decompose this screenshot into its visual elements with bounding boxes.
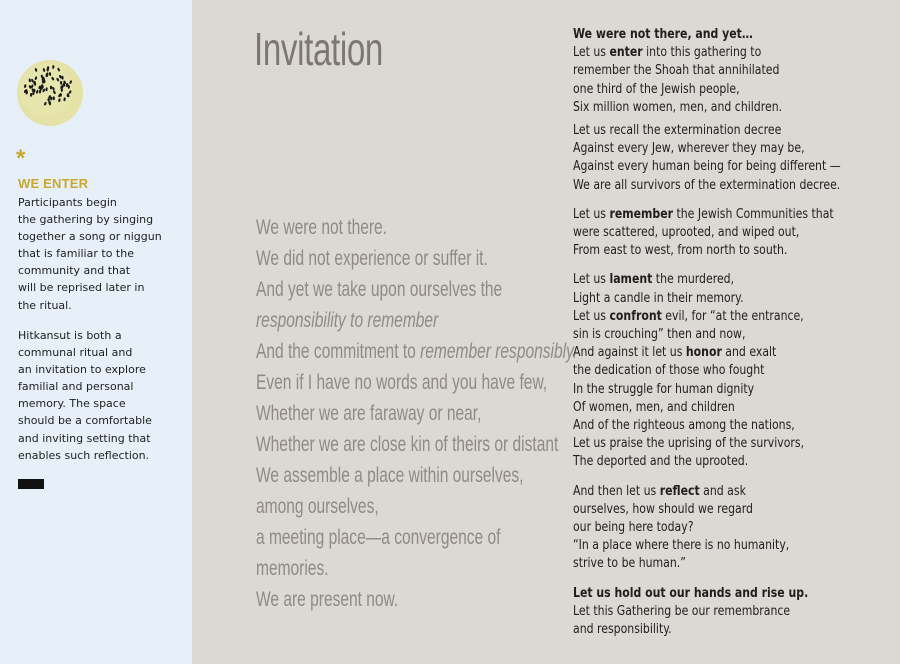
we-enter-heading: WE ENTER: [18, 176, 89, 191]
poem-line: [256, 336, 577, 367]
text-line: one third of the Jewish people,: [573, 81, 740, 97]
text-line: In the struggle for human dignity: [573, 381, 755, 397]
text-line: [573, 44, 842, 62]
sidebar-text-line: memory. The space: [18, 397, 126, 411]
text: And then let us: [573, 483, 660, 499]
text-line: Six million women, men, and children.: [573, 99, 783, 115]
text-line: remember the Shoah that annihilated: [573, 63, 780, 79]
sidebar-paragraph-hitkansut: [18, 327, 186, 464]
bold-heading: We were not there, and yet…: [573, 27, 753, 42]
section-heading: [573, 26, 842, 44]
black-bar-marker: [18, 479, 44, 489]
dotted-circle-seal-icon: [16, 60, 84, 126]
poem-line-italic: responsibility to remember: [256, 309, 439, 332]
poem-line: We were not there.: [256, 216, 388, 239]
text-line: our being here today?: [573, 520, 694, 536]
seed-dot: [47, 66, 49, 70]
sidebar-text-line: Participants begin: [18, 196, 117, 209]
poem-line: among ourselves,: [256, 495, 379, 518]
text-line: [573, 483, 842, 501]
asterisk-icon: *: [16, 145, 26, 172]
poem-line: a meeting place—a convergence of: [256, 526, 501, 549]
text-line: Against every Jew, wherever they may be,: [573, 141, 805, 157]
sidebar-text-line: familial and personal: [18, 380, 134, 394]
sidebar-text-line: should be a comfortable: [18, 414, 152, 428]
text: Let us: [573, 272, 610, 288]
poem-line: We are present now.: [256, 588, 399, 611]
text-line: Light a candle in their memory.: [573, 290, 744, 306]
sidebar-paragraph-instructions: [18, 194, 186, 314]
text: and exalt: [721, 345, 777, 361]
text-line: “In a place where there is no humanity,: [573, 538, 790, 554]
sidebar-text-line: community and that: [18, 264, 131, 278]
poem-line: Whether we are close kin of theirs or distant: [256, 433, 559, 456]
bold-word: remember: [609, 206, 674, 222]
sidebar-text-line: and inviting setting that: [18, 431, 151, 445]
text-line: And of the righteous among the nations,: [573, 418, 795, 434]
sidebar-text-line: the gathering by singing: [18, 213, 154, 227]
sidebar-text-line: the ritual.: [18, 298, 72, 312]
text-line: Let this Gathering be our remembrance: [573, 603, 791, 619]
text-line: Of women, men, and children: [573, 399, 735, 415]
sidebar-text-line: together a song or niggun: [18, 230, 162, 244]
text: Let us: [573, 206, 610, 222]
text-line: [573, 206, 842, 224]
text-line: and responsibility.: [573, 622, 672, 638]
text-line: Let us recall the extermination decree: [573, 123, 782, 139]
bold-word: honor: [685, 345, 722, 361]
poem-line: We did not experience or suffer it.: [256, 247, 488, 270]
text-line: strive to be human.”: [573, 556, 686, 572]
text-line: [573, 308, 842, 326]
poem-line: Whether we are faraway or near,: [256, 402, 482, 425]
text-line: [573, 271, 842, 289]
text-line: We are all survivors of the extermination decree.: [573, 177, 841, 193]
text-line: Let us praise the uprising of the survivors,: [573, 436, 805, 452]
text-line: Against every human being for being different —: [573, 159, 841, 175]
poem-line: memories.: [256, 557, 329, 580]
bold-word: reflect: [659, 483, 700, 499]
text-line: ourselves, how should we regard: [573, 501, 753, 517]
poem-line: And yet we take upon ourselves the: [256, 278, 503, 301]
text: Let us: [573, 45, 610, 61]
bold-word: confront: [609, 308, 662, 324]
poem-text: And the commitment to: [256, 340, 421, 363]
text: And against it let us: [573, 345, 686, 361]
text: and ask: [699, 483, 746, 499]
poem-line: Even if I have no words and you have few,: [256, 371, 548, 394]
right-column-text: [573, 26, 893, 639]
sidebar-text-line: that is familiar to the: [18, 247, 134, 261]
bold-word: lament: [609, 272, 653, 288]
sidebar-text-line: Hitkansut is both a: [18, 329, 122, 342]
sidebar: [0, 0, 192, 664]
text: into this gathering to: [642, 45, 762, 61]
text-line: the dedication of those who fought: [573, 363, 765, 379]
text: Let us: [573, 308, 610, 324]
text-line: were scattered, uprooted, and wiped out,: [573, 225, 800, 241]
text-line: The deported and the uprooted.: [573, 454, 749, 470]
sidebar-text-line: will be reprised later in: [18, 281, 145, 295]
poem-italic-text: remember responsibly.: [420, 340, 578, 363]
bold-word: enter: [609, 45, 643, 61]
text: evil, for “at the entrance,: [661, 308, 804, 324]
poem-line: We assemble a place within ourselves,: [256, 464, 524, 487]
text: the Jewish Communities that: [673, 206, 834, 222]
text-line: From east to west, from north to south.: [573, 243, 788, 259]
bold-heading: Let us hold out our hands and rise up.: [573, 585, 809, 601]
sidebar-text-line: communal ritual and: [18, 346, 133, 360]
text: the murdered,: [652, 272, 735, 288]
text-line: [573, 344, 842, 362]
text-line: sin is crouching” then and now,: [573, 327, 746, 343]
sidebar-text-line: an invitation to explore: [18, 363, 146, 377]
section-heading: [573, 585, 842, 603]
sidebar-text-line: enables such reflection.: [18, 448, 150, 462]
page-title: Invitation: [254, 23, 383, 75]
